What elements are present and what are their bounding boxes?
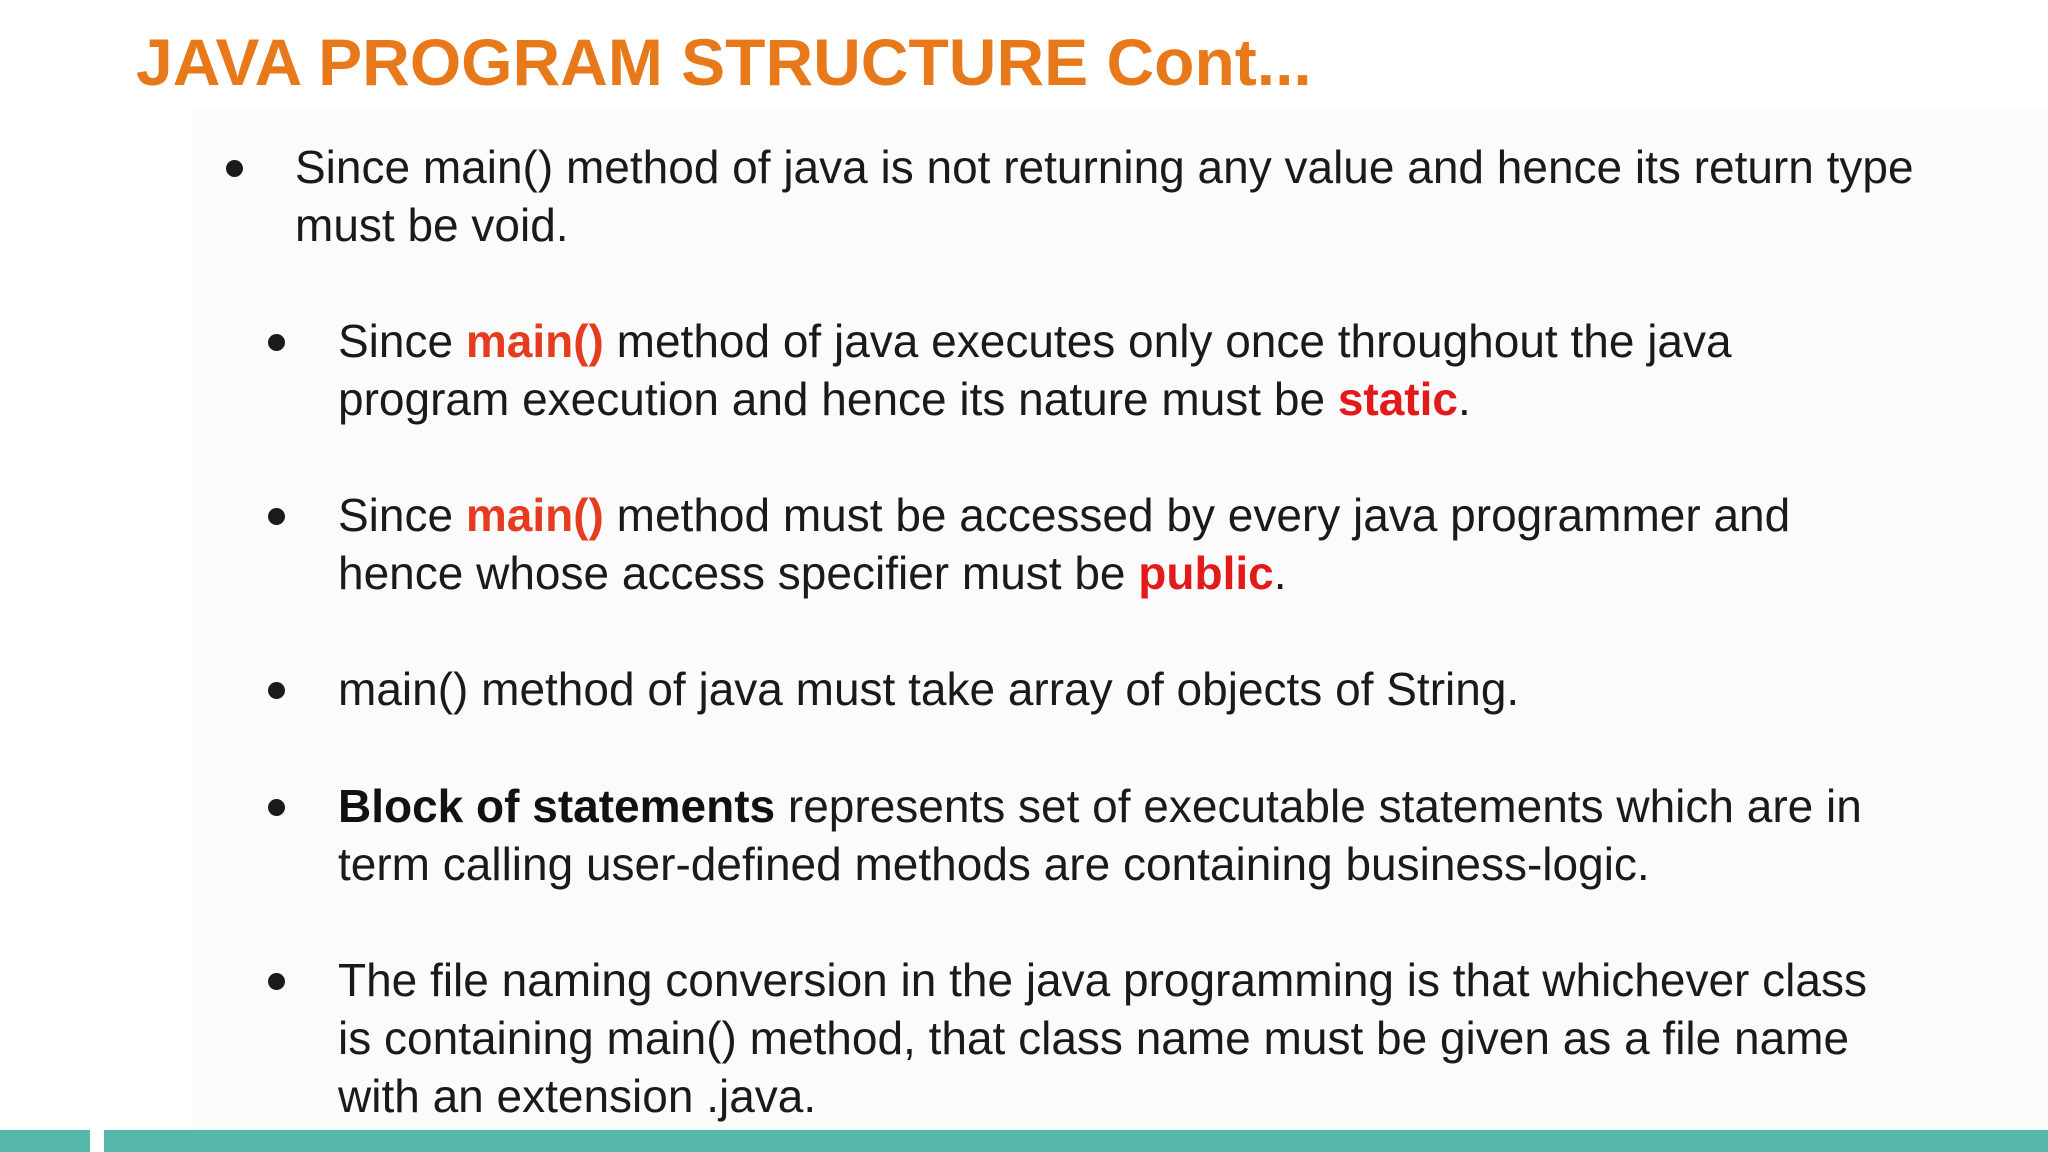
bold-term: Block of statements xyxy=(338,780,776,832)
bullet-text xyxy=(338,660,1938,718)
bullet-text-main: main() method of java must take array of objects of String. xyxy=(338,663,1520,715)
bullet-text-rest: represents set of executable statements which are in term calling user-defined methods are containing business-logic. xyxy=(338,780,1862,890)
bullet-text xyxy=(338,486,1898,602)
bullet-dot xyxy=(268,334,285,351)
bullet-text xyxy=(295,138,1915,254)
bullet-text-mid: method must be accessed by every java programmer and hence whose access specifier must be xyxy=(338,489,1791,599)
bullet-text-post: . xyxy=(1273,547,1287,599)
bullet-text-main: The file naming conversion in the java programming is that whichever class is containing main() method, that class name must be given as a file name with an extension .java. xyxy=(338,954,1867,1122)
footer-accent-bar-right xyxy=(104,1130,2048,1152)
slide-title: JAVA PROGRAM STRUCTURE Cont... xyxy=(136,25,1312,99)
bullet-text xyxy=(338,777,1918,893)
bullet-text-main: Since main() method of java is not returning any value and hence its return type must be void. xyxy=(295,141,1914,251)
bullet-text xyxy=(338,951,1898,1125)
highlight-main: main() xyxy=(465,315,604,367)
bullet-dot xyxy=(268,799,285,816)
footer-accent-bar-left xyxy=(0,1130,90,1152)
bullet-text-pre: Since xyxy=(338,489,466,541)
bullet-text xyxy=(338,312,1858,428)
highlight-main: main() xyxy=(465,489,604,541)
bullet-dot xyxy=(268,682,285,699)
bullet-text-pre: Since xyxy=(338,315,466,367)
bullet-dot xyxy=(268,973,285,990)
bullet-text-post: . xyxy=(1457,373,1471,425)
keyword-static: static xyxy=(1337,373,1458,425)
bullet-dot xyxy=(226,160,243,177)
bullet-text-mid: method of java executes only once throughout the java program execution and hence its nature must be xyxy=(338,315,1732,425)
bullet-dot xyxy=(268,508,285,525)
keyword-public: public xyxy=(1138,547,1274,599)
